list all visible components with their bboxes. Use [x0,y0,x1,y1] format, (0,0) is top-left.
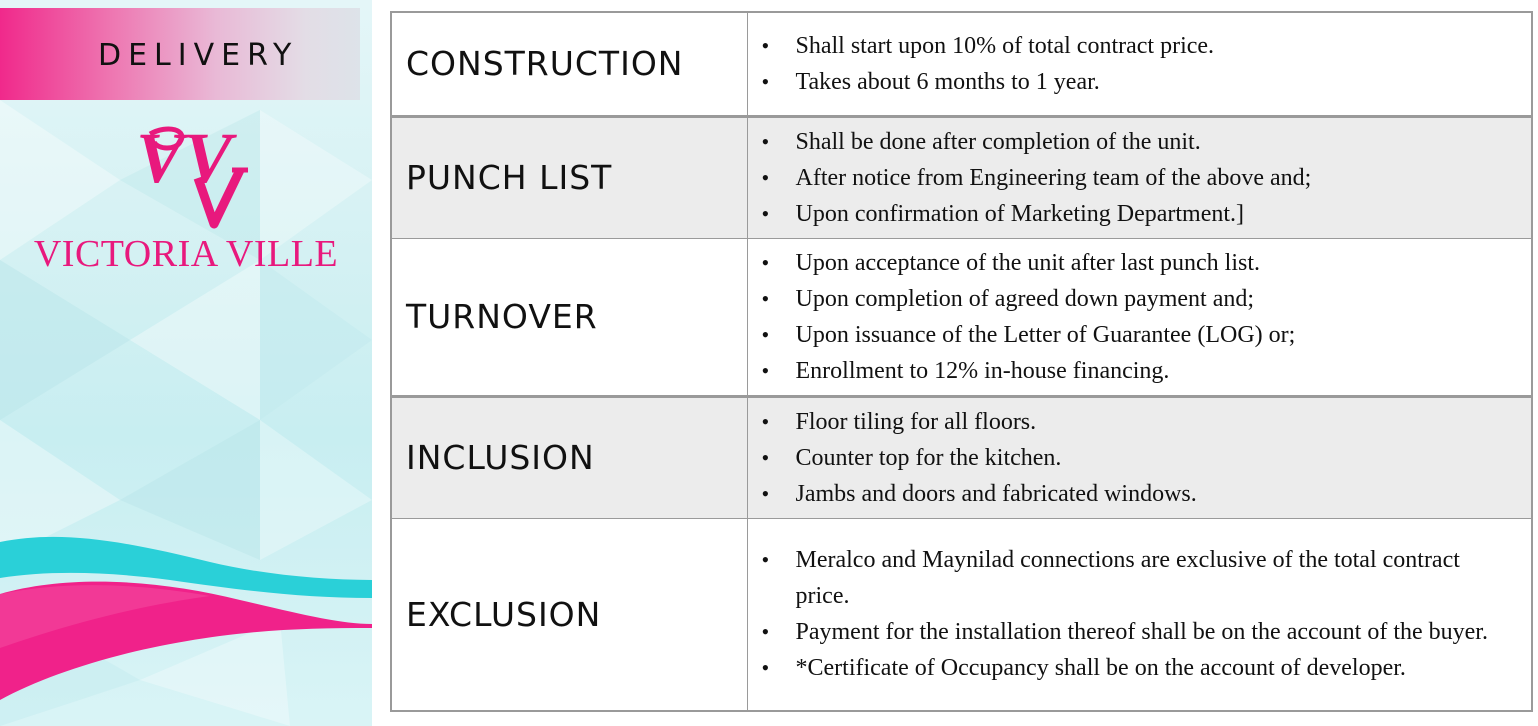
list-item: • Enrollment to 12% in-house financing. [760,353,1520,389]
list-item: • Upon confirmation of Marketing Department.] [760,196,1520,232]
side-banner [0,0,372,726]
list-item: • Upon acceptance of the unit after last punch list. [760,245,1520,281]
list-item: • Floor tiling for all floors. [760,404,1520,440]
brand-name: VICTORIA VILLE [33,233,339,275]
stage-label-exclusion: EXCLUSION [391,518,747,711]
list-item: • Upon completion of agreed down payment and; [760,281,1520,317]
list-item: • Shall be done after completion of the unit. [760,124,1520,160]
stage-points-construction [747,12,1532,116]
page-title: DELIVERY [98,38,299,73]
list-item: • Shall start upon 10% of total contract price. [760,28,1520,64]
table-row-inclusion [391,396,1532,518]
list-item: • *Certificate of Occupancy shall be on the account of developer. [760,650,1520,686]
table-row-punch-list [391,116,1532,238]
stage-points-punch-list [747,116,1532,238]
list-item: • Jambs and doors and fabricated windows. [760,476,1520,512]
table-row-construction [391,12,1532,116]
list-item: • Counter top for the kitchen. [760,440,1520,476]
logo-monogram-first: VV [136,120,233,198]
stage-label-turnover: TURNOVER [391,238,747,396]
table-row-turnover [391,238,1532,396]
decorative-wave [0,520,372,726]
list-item: • Upon issuance of the Letter of Guarantee (LOG) or; [760,317,1520,353]
stage-label-construction: CONSTRUCTION [391,12,747,116]
delivery-table [390,11,1533,712]
list-item: • After notice from Engineering team of the above and; [760,160,1520,196]
list-item: • Payment for the installation thereof shall be on the account of the buyer. [760,614,1520,650]
stage-label-inclusion: INCLUSION [391,396,747,518]
stage-points-exclusion [747,518,1532,711]
stage-label-punch-list: PUNCH LIST [391,116,747,238]
list-item: • Takes about 6 months to 1 year. [760,64,1520,100]
stage-points-inclusion [747,396,1532,518]
stage-points-turnover [747,238,1532,396]
list-item: • Meralco and Maynilad connections are exclusive of the total contract price. [760,542,1520,614]
victoria-ville-logo-icon [128,120,252,232]
table-row-exclusion [391,518,1532,711]
